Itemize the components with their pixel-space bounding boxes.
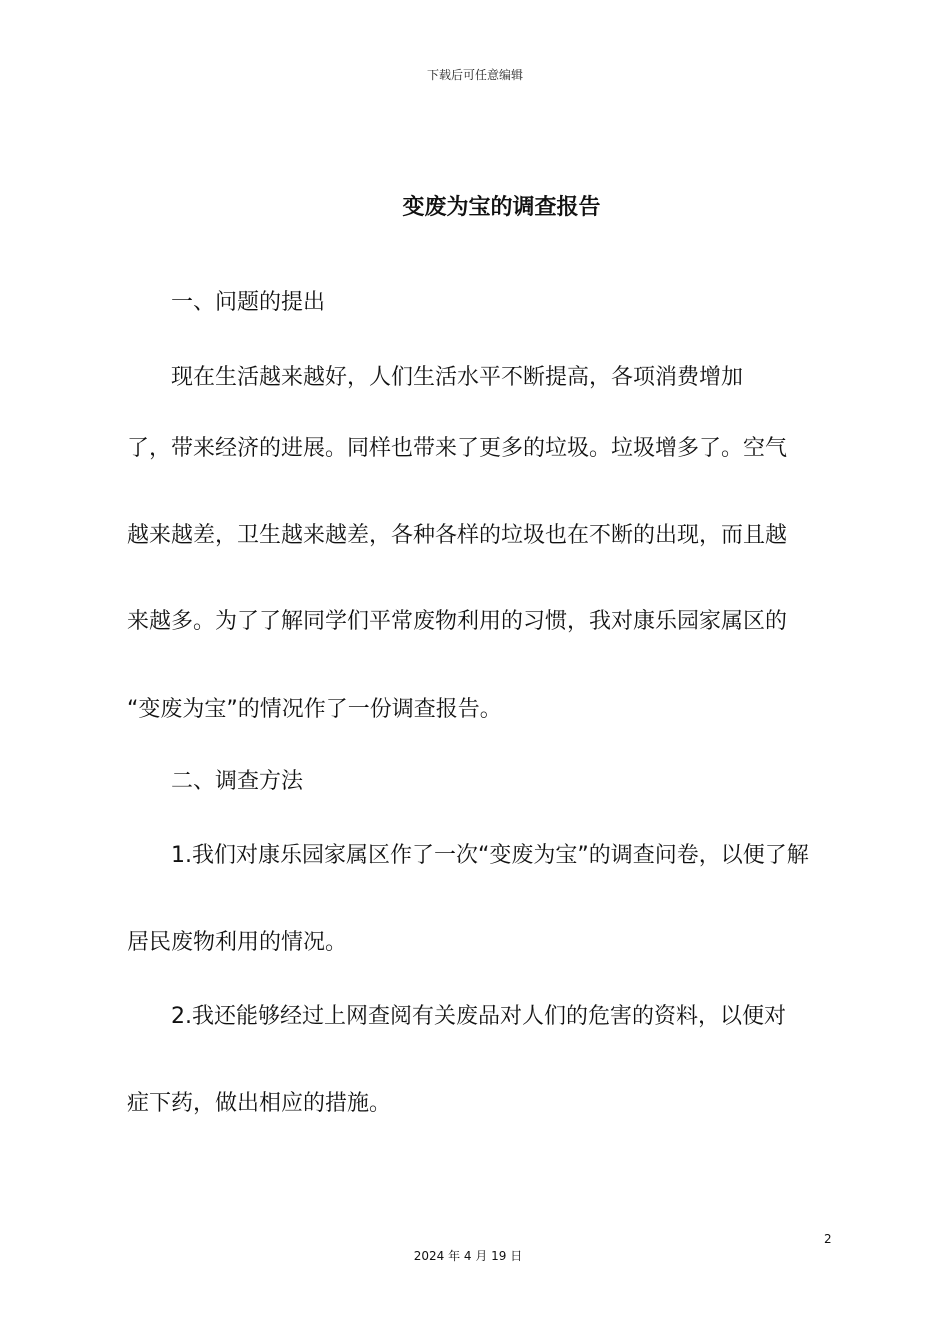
paragraph-line: 居民废物利用的情况。	[127, 930, 348, 955]
paragraph-line: 现在生活越来越好，人们生活水平不断提高，各项消费增加	[171, 365, 744, 390]
document-title: 变废为宝的调查报告	[402, 195, 601, 220]
paragraph-line: “变废为宝”的情况作了一份调查报告。	[127, 697, 502, 722]
paragraph-line: 了，带来经济的进展。同样也带来了更多的垃圾。垃圾增多了。空气	[127, 436, 788, 461]
header-note: 下载后可任意编辑	[426, 68, 523, 82]
paragraph-line: 2.我还能够经过上网查阅有关废品对人们的危害的资料，以便对	[171, 1004, 786, 1029]
paragraph-line: 越来越差，卫生越来越差，各种各样的垃圾也在不断的出现，而且越	[127, 523, 788, 548]
section-heading-method: 二、调查方法	[171, 769, 304, 794]
paragraph-line: 来越多。为了了解同学们平常废物利用的习惯，我对康乐园家属区的	[127, 609, 788, 634]
paragraph-line: 1.我们对康乐园家属区作了一次“变废为宝”的调查问卷，以便了解	[171, 843, 809, 868]
paragraph-line: 症下药，做出相应的措施。	[127, 1091, 392, 1116]
page-number: 2	[824, 1232, 832, 1246]
section-heading-problem: 一、问题的提出	[171, 290, 326, 315]
footer-date: 2024 年 4 月 19 日	[413, 1249, 523, 1263]
